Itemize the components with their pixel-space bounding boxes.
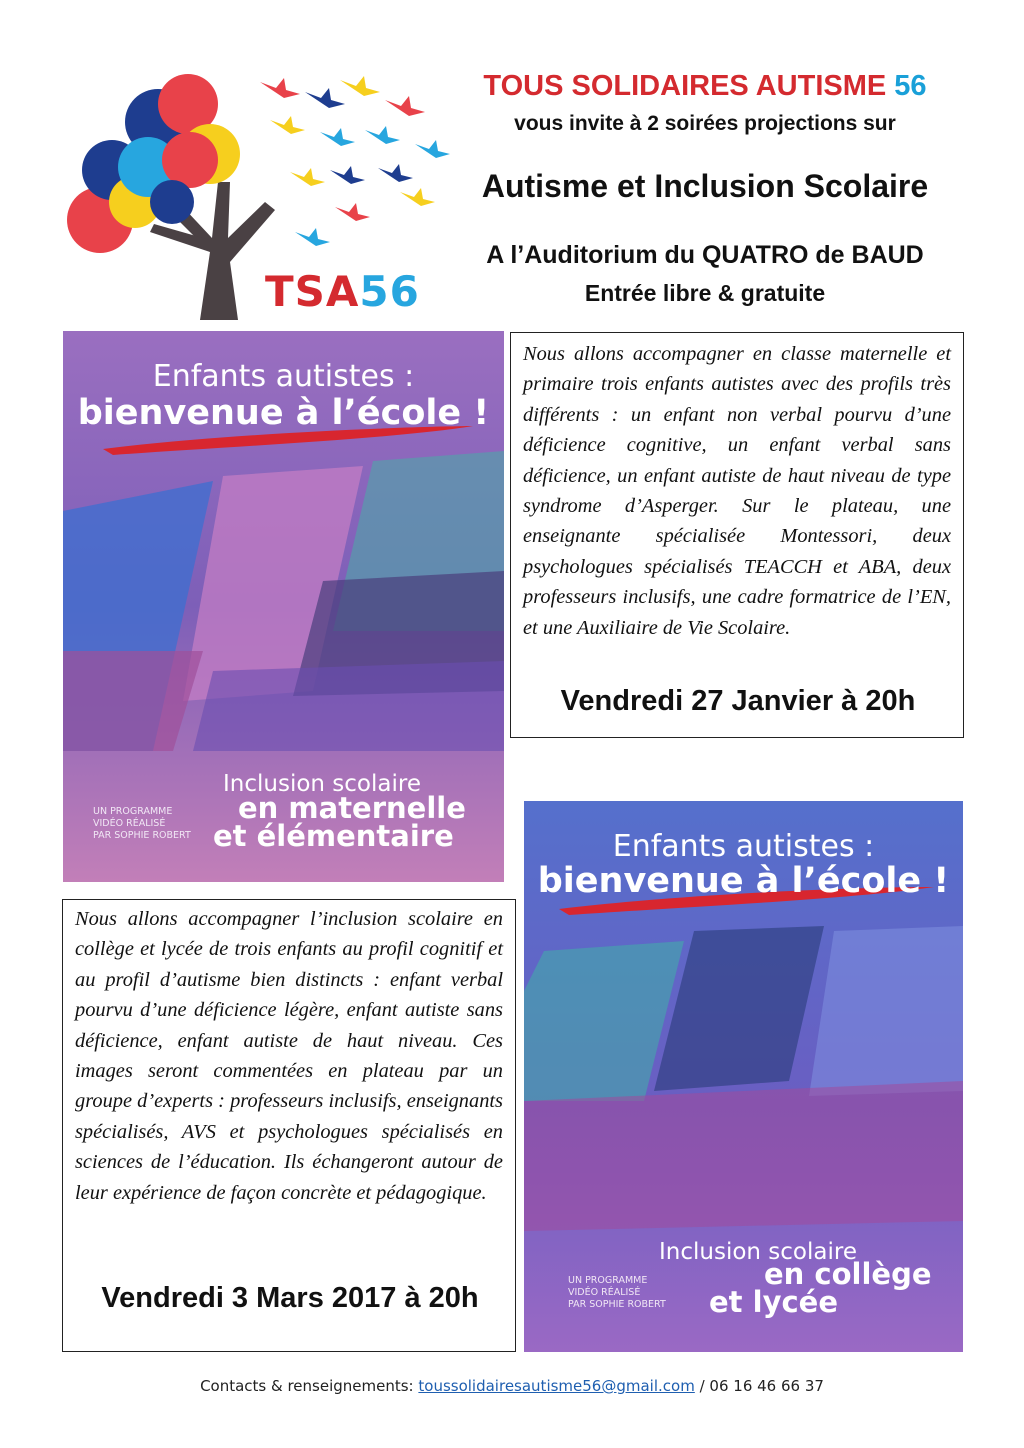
poster2-title-line1: Enfants autistes : bbox=[612, 829, 875, 864]
poster2-subtitle-line3: et lycée bbox=[709, 1285, 838, 1319]
poster2-subtitle-line2: en collège bbox=[764, 1257, 932, 1291]
entry-line: Entrée libre & gratuite bbox=[584, 280, 826, 306]
poster1-subtitle-line1: Inclusion scolaire bbox=[223, 771, 421, 797]
event-theme: Autisme et Inclusion Scolaire bbox=[481, 168, 929, 204]
title-number: 56 bbox=[894, 70, 927, 102]
event2-box bbox=[62, 899, 516, 1352]
invite-line: vous invite à 2 soirées projections sur bbox=[514, 112, 896, 135]
poster1-credit bbox=[93, 806, 191, 842]
poster2-title-line2: bienvenue à l’école ! bbox=[537, 861, 950, 901]
venue-line: A l’Auditorium du QUATRO de BAUD bbox=[486, 241, 924, 269]
event2-description: Nous allons accompagner l’inclusion scolaire en collège et lycée de trois enfants au profil cognitif et au profil d’autisme bien distincts : enfant verbal pourvu d’une déficience légère, enfant autiste sans déficience, enfant autiste de haut niveau. Ces images seront commentées en plateau par un groupe d’experts : professeurs inclusifs, enseignants spécialisés, AVS et psychologues spécialisés en sciences de l’éducation. Ils échangeront autour de leur expérience de façon concrète et pédagogique. bbox=[75, 908, 503, 1204]
poster1-title-line1: Enfants autistes : bbox=[152, 359, 415, 394]
poster2-credit bbox=[568, 1275, 666, 1311]
poster1-title-line2: bienvenue à l’école ! bbox=[77, 393, 490, 433]
poster1-subtitle-line3: et élémentaire bbox=[213, 819, 454, 853]
poster1-credit-line2: VIDÉO RÉALISÉ bbox=[93, 818, 166, 829]
poster2-credit-line1: UN PROGRAMME bbox=[568, 1275, 648, 1286]
poster2-subtitle-line1: Inclusion scolaire bbox=[659, 1239, 857, 1265]
contact-email-link[interactable]: toussolidairesautisme56@gmail.com bbox=[418, 1377, 695, 1395]
contact-label: Contacts & renseignements: bbox=[200, 1377, 419, 1395]
event1-box bbox=[510, 332, 964, 738]
event2-date: Vendredi 3 Mars 2017 à 20h bbox=[101, 1282, 479, 1314]
organization-title bbox=[440, 70, 970, 103]
logo-wordmark: TSA56 bbox=[265, 267, 420, 316]
poster1-credit-line3: PAR SOPHIE ROBERT bbox=[93, 830, 191, 841]
event1-date: Vendredi 27 Janvier à 20h bbox=[560, 685, 916, 717]
poster1-subtitle-line2: en maternelle bbox=[238, 791, 466, 825]
poster-maternelle bbox=[63, 331, 504, 882]
poster1-credit-line1: UN PROGRAMME bbox=[93, 806, 173, 817]
contact-phone: / 06 16 46 66 37 bbox=[694, 1377, 824, 1395]
title-name: TOUS SOLIDAIRES AUTISME bbox=[483, 70, 895, 102]
poster2-credit-line2: VIDÉO RÉALISÉ bbox=[568, 1287, 641, 1298]
poster-college bbox=[524, 801, 963, 1352]
tsa56-logo bbox=[60, 62, 450, 324]
event1-description: Nous allons accompagner en classe maternelle et primaire trois enfants autistes avec des profils très différents : un enfant non verbal pourvu d’une déficience cognitive, un enfant verbal sans déficience, un enfant autiste de haut niveau de type syndrome d’Asperger. Sur le plateau, une enseignante spécialisée Montessori, deux psychologues spécialisés TEACCH et ABA, deux professeurs inclusifs, une cadre formatrice de l’EN, et une Auxiliaire de Vie Scolaire. bbox=[523, 343, 951, 639]
contact-footer bbox=[0, 1377, 1024, 1395]
poster2-credit-line3: PAR SOPHIE ROBERT bbox=[568, 1299, 666, 1310]
